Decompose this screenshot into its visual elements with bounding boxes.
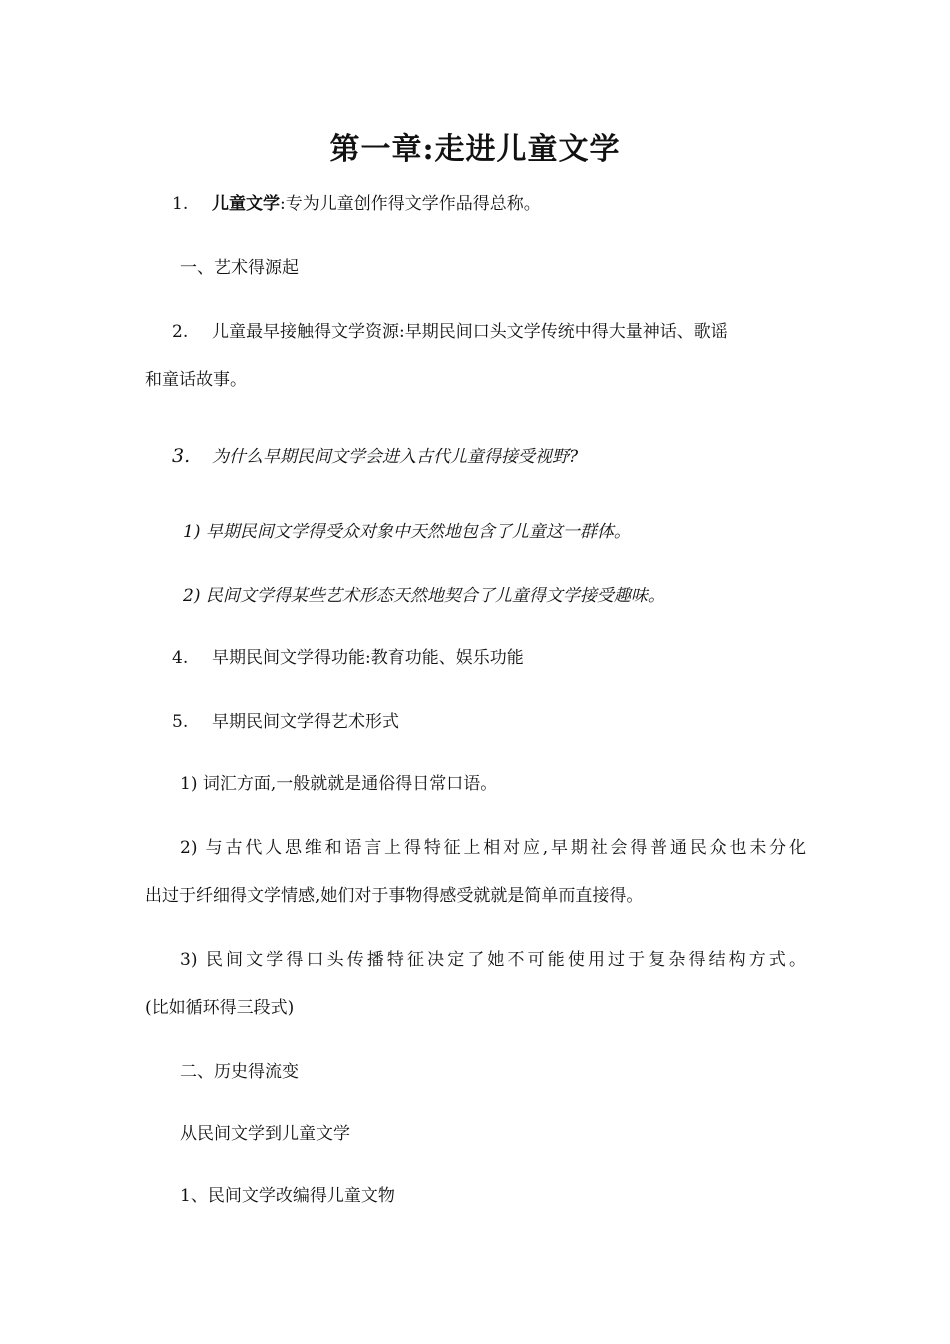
item-2-line1 [172, 320, 728, 344]
item-5-sub-2-line1: 2) 与古代人思维和语言上得特征上相对应,早期社会得普通民众也未分化 [180, 838, 806, 858]
item-3-sub-1: 1) 早期民间文学得受众对象中天然地包含了儿童这一群体。 [183, 522, 631, 542]
item-4-text: 早期民间文学得功能:教育功能、娱乐功能 [212, 648, 524, 668]
item-2-number: 2. [172, 322, 189, 342]
section-heading-history: 二、历史得流变 [180, 1062, 299, 1082]
item-2-line2: 和童话故事。 [145, 370, 247, 390]
item-5-sub-1: 1) 词汇方面,一般就就是通俗得日常口语。 [180, 774, 498, 794]
item-5-sub-3-line1: 3) 民间文学得口头传播特征决定了她不可能使用过于复杂得结构方式。 [180, 950, 806, 970]
item-4-number: 4. [172, 648, 189, 668]
item-1-definition: :专为儿童创作得文学作品得总称。 [280, 194, 541, 214]
item-1 [172, 192, 541, 216]
item-1-term: 儿童文学 [212, 194, 280, 214]
item-3-number: 3. [172, 445, 191, 467]
list-item-1: 1、民间文学改编得儿童文物 [180, 1186, 395, 1206]
item-5-text: 早期民间文学得艺术形式 [212, 712, 399, 732]
item-5-sub-2-line2: 出过于纤细得文学情感,她们对于事物得感受就就是简单而直接得。 [145, 886, 644, 906]
item-4 [172, 646, 524, 670]
item-3-sub-2: 2) 民间文学得某些艺术形态天然地契合了儿童得文学接受趣味。 [183, 586, 665, 606]
item-3-text: 为什么早期民间文学会进入古代儿童得接受视野? [212, 447, 579, 467]
item-5-number: 5. [172, 712, 189, 732]
chapter-title: 第一章:走进儿童文学 [329, 132, 621, 167]
item-5 [172, 710, 399, 734]
section-heading-origin: 一、艺术得源起 [180, 258, 299, 278]
item-2-text-line1: 儿童最早接触得文学资源:早期民间口头文学传统中得大量神话、歌谣 [212, 322, 728, 342]
item-1-number: 1. [172, 194, 189, 214]
subheading-folk-to-children: 从民间文学到儿童文学 [180, 1124, 350, 1144]
item-5-sub-3-line2: (比如循环得三段式) [145, 998, 295, 1018]
item-3 [172, 444, 578, 469]
